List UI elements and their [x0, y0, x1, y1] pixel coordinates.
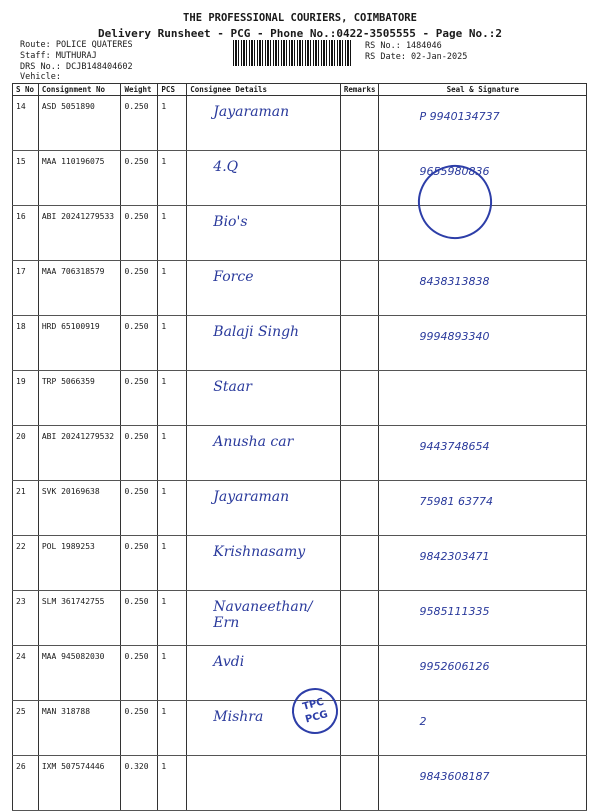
remarks — [340, 701, 379, 756]
table-row — [13, 371, 587, 426]
weight: 0.250 — [121, 206, 158, 261]
consignment-no: ABI 20241279533 — [38, 206, 121, 261]
consignee-details: Staar — [187, 371, 341, 426]
pcs: 1 — [158, 481, 187, 536]
table-row — [13, 756, 587, 811]
weight: 0.250 — [121, 481, 158, 536]
vehicle-label: Vehicle: — [20, 72, 61, 82]
consignee-details — [187, 756, 341, 811]
consignee-details: Mishra — [187, 701, 341, 756]
row-sno: 20 — [13, 426, 39, 481]
column-header: Consignment No — [38, 84, 121, 96]
consignee-details: Jayaraman — [187, 96, 341, 151]
row-sno: 18 — [13, 316, 39, 371]
pcs: 1 — [158, 536, 187, 591]
pcs: 1 — [158, 756, 187, 811]
row-sno: 14 — [13, 96, 39, 151]
row-sno: 19 — [13, 371, 39, 426]
seal-signature: 9443748654 — [379, 426, 587, 481]
drs-label: DRS No.: DCJB148404602 — [20, 62, 133, 72]
remarks — [340, 536, 379, 591]
pcs: 1 — [158, 701, 187, 756]
row-sno: 23 — [13, 591, 39, 646]
row-sno: 25 — [13, 701, 39, 756]
weight: 0.250 — [121, 151, 158, 206]
barcode — [233, 40, 353, 66]
weight: 0.250 — [121, 371, 158, 426]
seal-signature: 8438313838 — [379, 261, 587, 316]
pcs: 1 — [158, 371, 187, 426]
consignment-no: ASD 5051890 — [38, 96, 121, 151]
seal-signature: P 9940134737 — [379, 96, 587, 151]
remarks — [340, 206, 379, 261]
consignment-no: MAA 945082030 — [38, 646, 121, 701]
table-row — [13, 96, 587, 151]
column-header: PCS — [158, 84, 187, 96]
row-sno: 26 — [13, 756, 39, 811]
consignee-details: Bio's — [187, 206, 341, 261]
weight: 0.250 — [121, 591, 158, 646]
staff-label: Staff: MUTHURAJ — [20, 51, 97, 61]
consignee-details: Jayaraman — [187, 481, 341, 536]
pcs: 1 — [158, 261, 187, 316]
rs-date: RS Date: 02-Jan-2025 — [365, 52, 468, 62]
table-row — [13, 316, 587, 371]
seal-signature: 9842303471 — [379, 536, 587, 591]
weight: 0.250 — [121, 426, 158, 481]
seal-signature: 9585111335 — [379, 591, 587, 646]
consignment-no: SLM 361742755 — [38, 591, 121, 646]
consignee-details: Avdi — [187, 646, 341, 701]
pcs: 1 — [158, 96, 187, 151]
remarks — [340, 756, 379, 811]
pcs: 1 — [158, 426, 187, 481]
consignment-no: MAA 110196075 — [38, 151, 121, 206]
consignment-no: POL 1989253 — [38, 536, 121, 591]
pcs: 1 — [158, 151, 187, 206]
consignee-details: Krishnasamy — [187, 536, 341, 591]
remarks — [340, 371, 379, 426]
column-header: S No — [13, 84, 39, 96]
remarks — [340, 426, 379, 481]
stamp-line-2: PCG — [304, 709, 330, 726]
column-header: Weight — [121, 84, 158, 96]
runsheet-subtitle: Delivery Runsheet - PCG - Phone No.:0422-3505555 - Page No.:2 — [98, 27, 502, 40]
seal-signature: 9655980836 — [379, 151, 587, 206]
remarks — [340, 481, 379, 536]
weight: 0.250 — [121, 536, 158, 591]
weight: 0.250 — [121, 96, 158, 151]
consignment-no: TRP 5066359 — [38, 371, 121, 426]
pcs: 1 — [158, 206, 187, 261]
remarks — [340, 591, 379, 646]
remarks — [340, 316, 379, 371]
consignment-no: ABI 20241279532 — [38, 426, 121, 481]
seal-signature: 9994893340 — [379, 316, 587, 371]
stamp-line-1: TPC — [301, 696, 326, 713]
consignment-no: MAA 706318579 — [38, 261, 121, 316]
table-row — [13, 151, 587, 206]
remarks — [340, 96, 379, 151]
consignee-details: Navaneethan/ Ern — [187, 591, 341, 646]
rs-number: RS No.: 1484046 — [365, 41, 442, 51]
row-sno: 22 — [13, 536, 39, 591]
consignee-details: Balaji Singh — [187, 316, 341, 371]
consignment-no: MAN 318788 — [38, 701, 121, 756]
seal-signature: 9952606126 — [379, 646, 587, 701]
seal-signature: 2 — [379, 701, 587, 756]
seal-signature: 75981 63774 — [379, 481, 587, 536]
weight: 0.320 — [121, 756, 158, 811]
column-header: Consignee Details — [187, 84, 341, 96]
weight: 0.250 — [121, 261, 158, 316]
consignee-details: 4.Q — [187, 151, 341, 206]
route-label: Route: POLICE QUATERES — [20, 40, 133, 50]
table-row — [13, 261, 587, 316]
pcs: 1 — [158, 316, 187, 371]
remarks — [340, 151, 379, 206]
row-sno: 15 — [13, 151, 39, 206]
pcs: 1 — [158, 646, 187, 701]
table-row — [13, 536, 587, 591]
table-header-row — [13, 84, 587, 96]
seal-signature — [379, 371, 587, 426]
consignee-details: Force — [187, 261, 341, 316]
row-sno: 24 — [13, 646, 39, 701]
consignee-details: Anusha car — [187, 426, 341, 481]
consignment-no: IXM 507574446 — [38, 756, 121, 811]
row-sno: 17 — [13, 261, 39, 316]
consignment-no: HRD 65100919 — [38, 316, 121, 371]
table-row — [13, 481, 587, 536]
table-row — [13, 591, 587, 646]
table-row — [13, 206, 587, 261]
weight: 0.250 — [121, 316, 158, 371]
weight: 0.250 — [121, 646, 158, 701]
pcs: 1 — [158, 591, 187, 646]
row-sno: 16 — [13, 206, 39, 261]
remarks — [340, 261, 379, 316]
column-header: Remarks — [340, 84, 379, 96]
table-row — [13, 426, 587, 481]
consignment-no: SVK 20169638 — [38, 481, 121, 536]
column-header: Seal & Signature — [379, 84, 587, 96]
company-title: THE PROFESSIONAL COURIERS, COIMBATORE — [183, 12, 417, 24]
weight: 0.250 — [121, 701, 158, 756]
remarks — [340, 646, 379, 701]
row-sno: 21 — [13, 481, 39, 536]
seal-signature: 9843608187 — [379, 756, 587, 811]
